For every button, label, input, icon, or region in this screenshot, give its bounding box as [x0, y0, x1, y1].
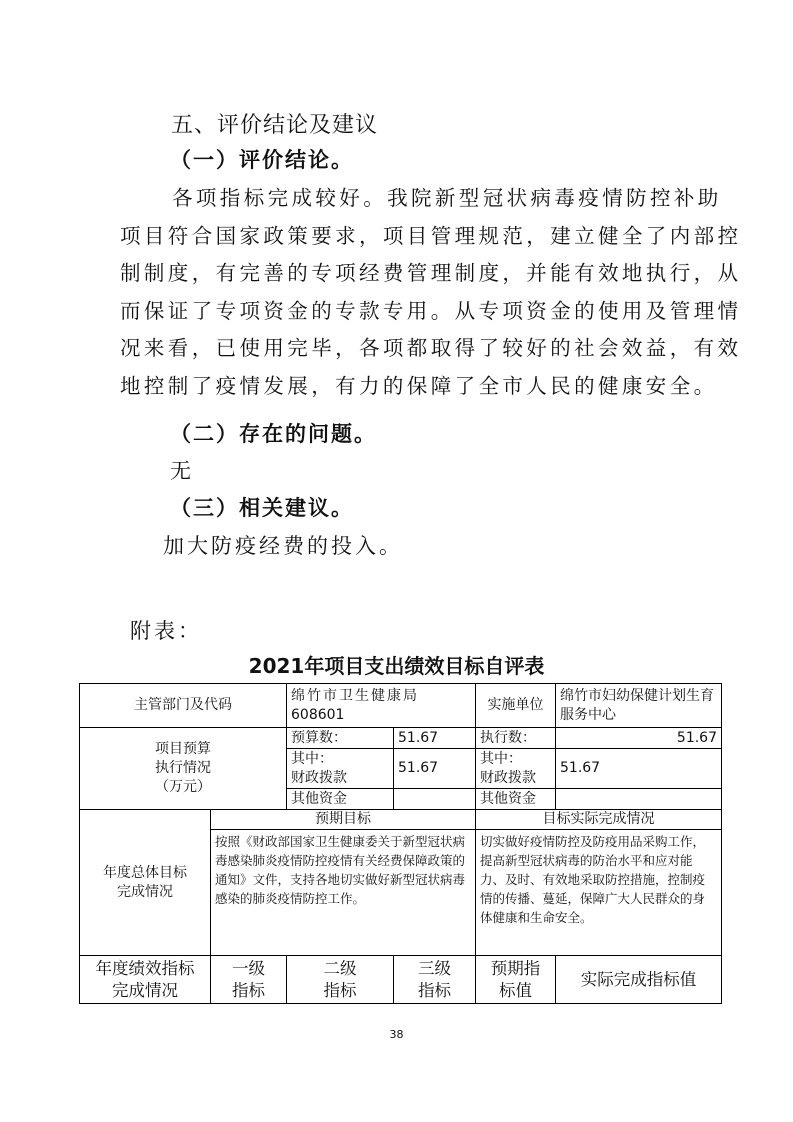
suggestions-text: 加大防疫经费的投入。 — [163, 534, 403, 558]
budget-label-cell — [80, 728, 287, 810]
actual-goal-header — [476, 810, 722, 830]
table-row — [80, 728, 722, 749]
actual-goal-header-text: 目标实际完成情况 — [542, 811, 655, 827]
dept-label: 主管部门及代码 — [134, 697, 232, 713]
level2-label: 指标 — [323, 980, 357, 1000]
other-funds-label-cell — [287, 789, 394, 810]
budget-count-label: 预算数： — [291, 729, 347, 746]
fiscal-label: 财政拨款 — [291, 769, 347, 786]
actual-value-cell — [556, 956, 722, 1004]
level3-label: 三级 — [418, 958, 451, 978]
kpi-label: 年度绩效指标 — [95, 958, 195, 978]
fiscal-exec-cell — [556, 749, 722, 789]
sub-heading-conclusion: （一）评价结论。 — [170, 147, 354, 172]
paragraph-line: 各项指标完成较好。我院新型冠状病毒疫情防控补助 — [172, 186, 722, 210]
fiscal-label: 其中： — [480, 750, 522, 767]
level3-cell — [394, 956, 476, 1004]
budget-unit: （万元） — [155, 779, 211, 795]
expected-goal-header — [211, 810, 476, 830]
budget-label: 项目预算 — [155, 741, 211, 757]
fiscal-budget-cell — [394, 749, 476, 789]
actual-goal-text-cell — [476, 830, 722, 956]
attachment-label: 附表： — [130, 619, 202, 643]
other-funds-exec-label-cell — [476, 789, 556, 810]
kpi-label: 完成情况 — [112, 980, 178, 1000]
expected-goal-header-text: 预期目标 — [315, 811, 371, 827]
dept-code: 608601 — [291, 706, 345, 723]
budget-count-value-cell — [394, 728, 476, 749]
performance-table — [79, 683, 722, 1004]
actual-value-label: 实际完成指标值 — [580, 969, 697, 989]
impl-unit-label: 实施单位 — [487, 697, 544, 713]
expected-value-cell — [476, 956, 556, 1004]
table-row — [80, 684, 722, 728]
actual-goal-text: 切实做好疫情防控及防疫用品采购工作，提高新型冠状病毒的防治水平和应对能力、及时、有效地采取防控措施，控制疫情的传播、蔓延，保障广大人民群众的身体健康和生命安全。 — [480, 834, 706, 925]
table-row — [80, 956, 722, 1004]
impl-unit-value-cell — [556, 684, 722, 728]
fiscal-label: 其中： — [291, 750, 333, 767]
fiscal-label-cell — [287, 749, 394, 789]
other-funds-label: 其他资金 — [480, 790, 536, 807]
paragraph-line: 项目符合国家政策要求，项目管理规范，建立健全了内部控 — [120, 223, 742, 248]
table-title: 2021年项目支出绩效目标自评表 — [248, 654, 545, 678]
overall-goal-label: 完成情况 — [117, 883, 173, 900]
budget-count-value: 51.67 — [398, 729, 439, 746]
other-funds-label: 其他资金 — [291, 790, 347, 807]
level1-label: 一级 — [232, 958, 265, 978]
budget-count-label-cell — [287, 728, 394, 749]
overall-goal-label-cell — [80, 810, 211, 956]
page-number: 38 — [389, 1028, 404, 1041]
level2-label: 二级 — [323, 958, 357, 978]
impl-unit-value: 绵竹市妇幼保健计划生育服务中心 — [560, 687, 714, 723]
level1-cell — [211, 956, 287, 1004]
problems-text: 无 — [170, 459, 194, 483]
kpi-label-cell — [80, 956, 211, 1004]
exec-count-label-cell — [476, 728, 556, 749]
dept-label-cell — [80, 684, 287, 728]
exec-count-value-cell — [556, 728, 722, 749]
other-funds-budget-cell — [394, 789, 476, 810]
fiscal-label: 财政拨款 — [480, 769, 536, 786]
expected-goal-text: 按照《财政部国家卫生健康委关于新型冠状病毒感染肺炎疫情防控疫情有关经费保障政策的通知》文件，支持各地切实做好新型冠状病毒感染的肺炎疫情防控工作。 — [215, 834, 466, 906]
level1-label: 指标 — [232, 980, 265, 1000]
conclusion-paragraph — [120, 180, 742, 405]
sub-heading-problems: （二）存在的问题。 — [170, 421, 377, 446]
exec-count-label: 执行数： — [480, 729, 536, 746]
fiscal-exec-value: 51.67 — [560, 760, 601, 776]
other-funds-exec-cell — [556, 789, 722, 810]
table-row — [80, 810, 722, 830]
level2-cell — [287, 956, 394, 1004]
expected-goal-text-cell — [211, 830, 476, 956]
dept-value-cell — [287, 684, 476, 728]
exec-count-value: 51.67 — [676, 729, 717, 746]
sub-heading-suggestions: （三）相关建议。 — [170, 495, 354, 520]
paragraph-line: 况来看，已使用完毕，各项都取得了较好的社会效益，有效 — [120, 336, 742, 360]
paragraph-line: 而保证了专项资金的专款专用。从专项资金的使用及管理情 — [120, 298, 742, 323]
expected-value-label: 标值 — [499, 980, 532, 1000]
paragraph-line: 制制度，有完善的专项经费管理制度，并能有效地执行，从 — [120, 261, 742, 285]
impl-unit-label-cell — [476, 684, 556, 728]
overall-goal-label: 年度总体目标 — [103, 864, 187, 881]
level3-label: 指标 — [418, 980, 451, 1000]
expected-value-label: 预期指 — [490, 958, 541, 978]
dept-value: 绵竹市卫生健康局 — [291, 687, 419, 704]
paragraph-line: 地控制了疫情发展，有力的保障了全市人民的健康安全。 — [120, 373, 718, 398]
section-heading: 五、评价结论及建议 — [171, 113, 379, 138]
fiscal-exec-label-cell — [476, 749, 556, 789]
budget-label: 执行情况 — [155, 760, 211, 776]
fiscal-budget-value: 51.67 — [398, 760, 439, 776]
